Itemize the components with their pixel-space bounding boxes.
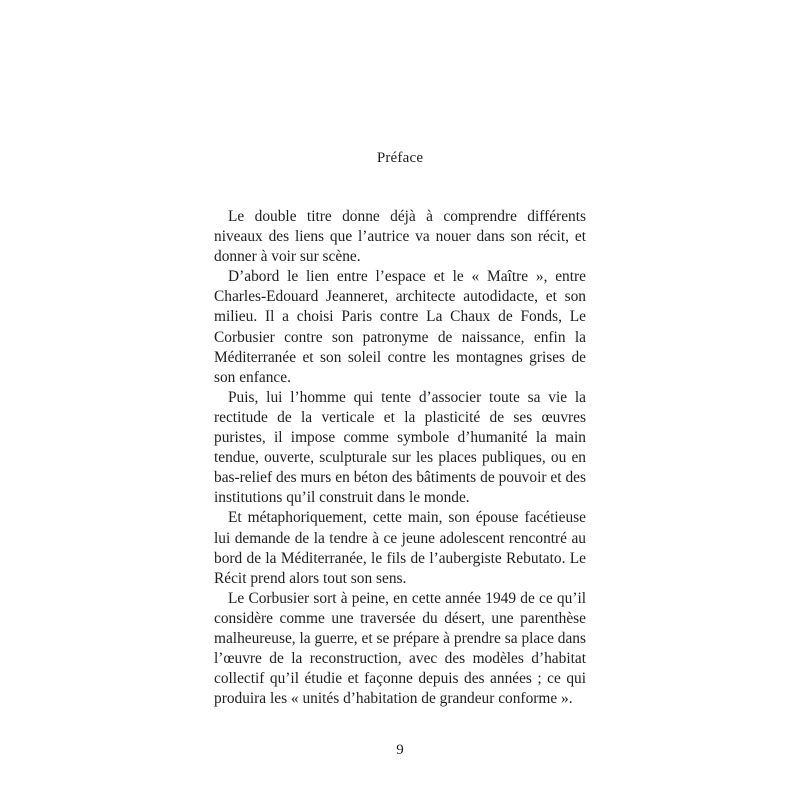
page-title: Préface bbox=[376, 150, 424, 166]
paragraph-1: Le double titre donne déjà à comprendre différents niveaux des liens que l’autrice va nouer dans son récit, et donner à voir sur scène. bbox=[214, 208, 586, 266]
paragraph-5: Le Corbusier sort à peine, en cette année 1949 de ce qu’il considère comme une traversée du désert, une parenthèse malheureuse, la guerre, et se prépare à prendre sa place dans l’œuvre de la reconstruction, avec des modèles d’habitat collectif qu’il étudie et façonne depuis des années ; ce qui produira les « unités d’habitation de grandeur conforme ». bbox=[214, 589, 586, 708]
paragraph-4: Et métaphoriquement, cette main, son épouse facétieuse lui demande de la tendre à ce jeune adolescent rencontré au bord de la Méditerranée, le fils de l’aubergiste Rebutato. Le Récit prend alors tout son sens. bbox=[214, 509, 586, 587]
page-number: 9 bbox=[396, 742, 404, 758]
paragraph-2: D’abord le lien entre l’espace et le « Maître », entre Charles-Edouard Jeanneret, architecte autodidacte, et son milieu. Il a choisi Paris contre La Chaux de Fonds, Le Corbusier contre son patronyme de naissance, enfin la Méditerranée et son soleil contre les montagnes grises de son enfance. bbox=[214, 268, 586, 386]
paragraph-3: Puis, lui l’homme qui tente d’associer toute sa vie la rectitude de la verticale et la plasticité de ses œuvres puristes, il impose comme symbole d’humanité la main tendue, ouverte, sculpturale sur les places publiques, ou en bas-relief des murs en béton des bâtiments de pouvoir et des institutions qu’il construit dans le monde. bbox=[214, 388, 586, 507]
preface-body bbox=[214, 207, 586, 709]
